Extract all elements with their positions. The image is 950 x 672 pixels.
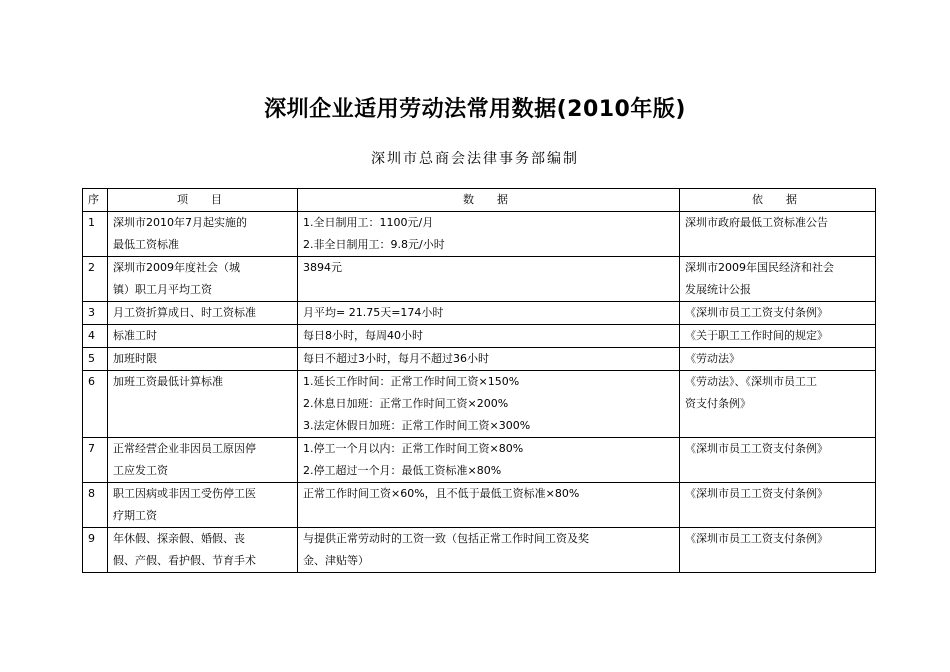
- table-row: [83, 371, 876, 438]
- row-item-cell: [108, 371, 298, 438]
- header-no: 序: [83, 189, 108, 212]
- table-row: [83, 257, 876, 302]
- row-basis-line: 《劳动法》、《深圳市员工工: [685, 375, 817, 388]
- labor-data-table: [82, 188, 876, 573]
- row-data-line: 2.休息日加班：正常工作时间工资×200%: [303, 397, 509, 410]
- row-basis-cell: [680, 528, 876, 573]
- row-item-line: 月工资折算成日、时工资标准: [113, 306, 256, 319]
- row-item-line: 工应发工资: [113, 464, 168, 477]
- row-basis-cell: [680, 348, 876, 371]
- table-row: [83, 212, 876, 257]
- row-item-line: 最低工资标准: [113, 238, 179, 251]
- table-row: [83, 483, 876, 528]
- row-basis-cell: [680, 212, 876, 257]
- header-basis: 依 据: [680, 189, 876, 212]
- row-item-line: 加班工资最低计算标准: [113, 375, 223, 388]
- row-item-cell: [108, 438, 298, 483]
- row-data-line: 1.延长工作时间：正常工作时间工资×150%: [303, 375, 520, 388]
- header-item: 项 目: [108, 189, 298, 212]
- row-item-cell: [108, 302, 298, 325]
- table-row: [83, 528, 876, 573]
- row-basis-cell: [680, 325, 876, 348]
- row-item-cell: [108, 325, 298, 348]
- row-basis-line: 资支付条例》: [685, 397, 751, 410]
- row-item-line: 镇）职工月平均工资: [113, 283, 212, 296]
- table-body: [83, 212, 876, 573]
- row-number: 9: [83, 528, 108, 573]
- row-basis-cell: [680, 302, 876, 325]
- row-data-line: 正常工作时间工资×60%，且不低于最低工资标准×80%: [303, 487, 580, 500]
- row-number: 7: [83, 438, 108, 483]
- row-number: 4: [83, 325, 108, 348]
- document-subtitle: 深圳市总商会法律事务部编制: [371, 151, 579, 167]
- row-item-line: 深圳市2009年度社会（城: [113, 261, 240, 274]
- row-item-line: 加班时限: [113, 352, 157, 365]
- row-basis-cell: [680, 483, 876, 528]
- row-item-cell: [108, 483, 298, 528]
- row-basis-cell: [680, 438, 876, 483]
- row-data-line: 2.停工超过一个月：最低工资标准×80%: [303, 464, 502, 477]
- row-number: 3: [83, 302, 108, 325]
- row-item-cell: [108, 212, 298, 257]
- row-data-line: 月平均= 21.75天=174小时: [303, 306, 444, 319]
- row-data-cell: [298, 212, 680, 257]
- row-item-line: 假、产假、看护假、节育手术: [113, 554, 256, 567]
- table-row: [83, 325, 876, 348]
- row-data-line: 金、津贴等）: [303, 554, 369, 567]
- row-basis-line: 《深圳市员工工资支付条例》: [685, 532, 828, 545]
- row-basis-cell: [680, 257, 876, 302]
- row-item-cell: [108, 528, 298, 573]
- row-data-line: 2.非全日制用工：9.8元/小时: [303, 238, 445, 251]
- row-data-cell: [298, 348, 680, 371]
- row-data-cell: [298, 438, 680, 483]
- row-item-line: 深圳市2010年7月起实施的: [113, 216, 247, 229]
- row-item-line: 正常经营企业非因员工原因停: [113, 442, 256, 455]
- row-item-line: 职工因病或非因工受伤停工医: [113, 487, 256, 500]
- row-data-cell: [298, 325, 680, 348]
- row-basis-line: 《深圳市员工工资支付条例》: [685, 442, 828, 455]
- row-basis-line: 《深圳市员工工资支付条例》: [685, 306, 828, 319]
- row-data-line: 与提供正常劳动时的工资一致（包括正常工作时间工资及奖: [303, 532, 589, 545]
- row-item-line: 标准工时: [113, 329, 157, 342]
- row-number: 2: [83, 257, 108, 302]
- table-row: [83, 438, 876, 483]
- row-basis-cell: [680, 371, 876, 438]
- row-number: 8: [83, 483, 108, 528]
- row-item-line: 年休假、探亲假、婚假、丧: [113, 532, 245, 545]
- table-row: [83, 302, 876, 325]
- row-basis-line: 《深圳市员工工资支付条例》: [685, 487, 828, 500]
- row-data-cell: [298, 483, 680, 528]
- row-data-cell: [298, 528, 680, 573]
- row-data-line: 1.全日制用工：1100元/月: [303, 216, 434, 229]
- row-data-cell: [298, 257, 680, 302]
- table-row: [83, 348, 876, 371]
- row-data-line: 3.法定休假日加班：正常工作时间工资×300%: [303, 419, 531, 432]
- row-basis-line: 深圳市政府最低工资标准公告: [685, 216, 828, 229]
- row-data-line: 每日不超过3小时，每月不超过36小时: [303, 352, 489, 365]
- row-data-line: 1.停工一个月以内：正常工作时间工资×80%: [303, 442, 524, 455]
- row-data-line: 每日8小时，每周40小时: [303, 329, 423, 342]
- row-data-cell: [298, 302, 680, 325]
- row-data-cell: [298, 371, 680, 438]
- row-data-line: 3894元: [303, 261, 342, 274]
- row-number: 1: [83, 212, 108, 257]
- row-basis-line: 《劳动法》: [685, 352, 740, 365]
- row-item-cell: [108, 257, 298, 302]
- row-basis-line: 深圳市2009年国民经济和社会: [685, 261, 834, 274]
- row-basis-line: 发展统计公报: [685, 283, 751, 296]
- row-item-line: 疗期工资: [113, 509, 157, 522]
- row-item-cell: [108, 348, 298, 371]
- row-basis-line: 《关于职工工作时间的规定》: [685, 329, 828, 342]
- table-header-row: [83, 189, 876, 212]
- document-title: 深圳企业适用劳动法常用数据(2010年版): [264, 97, 686, 122]
- row-number: 6: [83, 371, 108, 438]
- header-data: 数 据: [298, 189, 680, 212]
- row-number: 5: [83, 348, 108, 371]
